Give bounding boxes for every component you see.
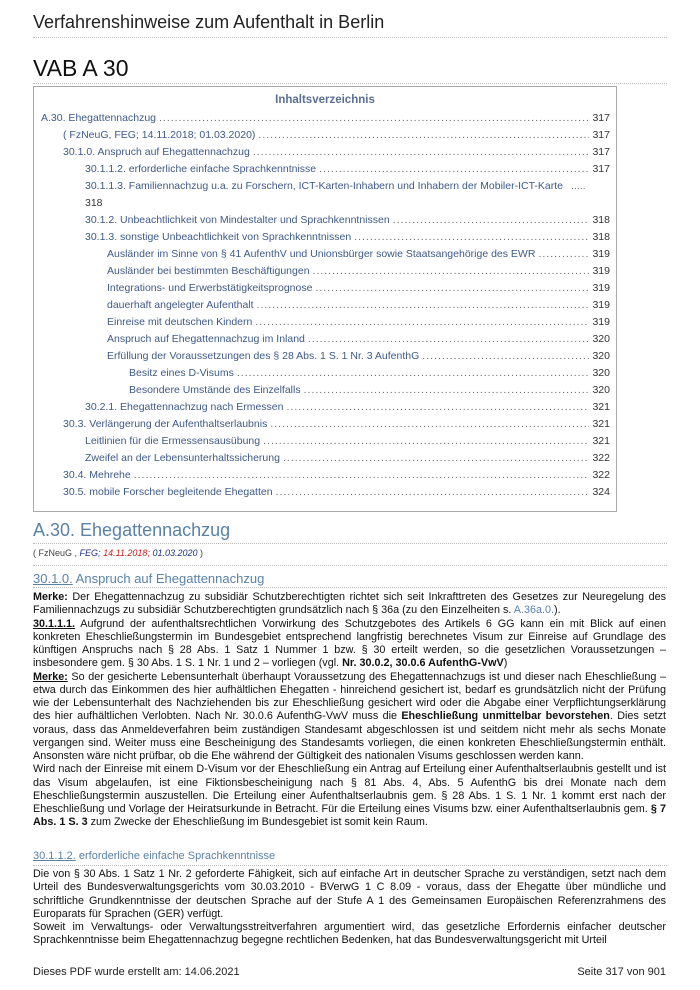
subsection-title-2: 30.1.1.2. erforderliche einfache Sprachkenntnisse — [33, 850, 276, 862]
toc-entry[interactable]: Einreise mit deutschen Kindern ..... 319 — [107, 316, 610, 328]
subsection-number-link[interactable]: 30.1.0. — [33, 571, 73, 586]
section-divider — [33, 543, 667, 544]
toc-entry[interactable]: ( FzNeuG, FEG; 14.11.2018; 01.03.2020) ..... 317 — [63, 129, 610, 141]
header-title: Verfahrenshinweise zum Aufenthalt in Berlin — [33, 12, 385, 32]
toc-entry[interactable]: 30.5. mobile Forscher begleitende Ehegatten ..... 324 — [63, 486, 610, 498]
toc-entry[interactable]: Ausländer im Sinne von § 41 AufenthV und Unionsbürger sowie Staatsangehörige des EWR ..... 319 — [107, 248, 610, 260]
cross-reference-link[interactable]: A.36a.0. — [513, 604, 554, 617]
toc-entry[interactable]: 30.4. Mehrehe ..... 322 — [63, 469, 610, 481]
header-divider — [33, 37, 667, 38]
section-title: A.30. Ehegattennachzug — [33, 520, 231, 540]
toc-entry[interactable]: Erfüllung der Voraussetzungen des § 28 Abs. 1 S. 1 Nr. 3 AufenthG ..... 320 — [107, 350, 610, 362]
toc-entry[interactable]: dauerhaft angelegter Aufenthalt ..... 319 — [107, 299, 610, 311]
subsection-title: 30.1.0. Anspruch auf Ehegattennachzug — [33, 571, 265, 586]
toc-entry[interactable]: 30.1.2. Unbeachtlichkeit von Mindestalter und Sprachkenntnissen ..... 318 — [85, 214, 610, 226]
toc-entry-page-wrapped: 318 — [85, 197, 103, 209]
toc-title: Inhaltsverzeichnis — [275, 94, 375, 106]
body-text-language: Die von § 30 Abs. 1 Satz 1 Nr. 2 geforderte Fähigkeit, sich auf einfache Art in deutscher Sprache zu verständigen, setzt nach dem Urteil des Bundesverwaltungsgerichts vom 30.03.2010 - BVerwG 1 C 8.09 - voraus, dass der Ehegatte über mündliche und schriftliche Grundkenntnisse der deutschen Sprache auf der Stufe A 1 des Gemeinsamen Europäischen Referenzrahmens des Europarats für Sprachen (GER) verfügt. Soweit im Verwaltungs- oder Verwaltungsstreitverfahren argumentiert wird, das gesetzliche Erfordernis einfacher deutscher Sprachkenntnisse beim Ehegattennachzug begegne rechtlichen Bedenken, hat das Bundesverwaltungsgericht mit Urteil — [33, 868, 666, 947]
subsection-divider — [33, 587, 667, 588]
body-text-main: Merke: Der Ehegattennachzug zu subsidiär Schutzberechtigten richtet sich seit Inkrafttreten des Gesetzes zur Neuregelung des Familiennachzugs zu subsidiär Schutzberechtigten grundsätzlich nach § 36a (zu den Einzelheiten s. A.36a.0.). 30.1.1.1. Aufgrund der aufenthaltsrechtlichen Vorwirkung des Schutzgebotes des Artikels 6 GG kann ein mit Blick auf einen konkreten Eheschließungstermin im Bundesgebiet entsprechend langfristig berechnetes Visum zur Einreise auf Grundlage des künftigen Anspruchs nach § 28 Abs. 1 Satz 1 Nummer 1 bzw. § 30 erteilt werden, so die gesetzlichen Voraussetzungen – insbesondere gem. § 30 Abs. 1 S. 1 Nr. 1 und 2 – vorliegen (vgl. Nr. 30.0.2, 30.0.6 AufenthG-VwV) Merke: So der gesicherte Lebensunterhalt überhaupt Voraussetzung des Ehegattennachzugs ist und dieser nach Eheschließung – etwa durch das Einkommen des hier aufhältlichen Ehegatten - hinreichend gesichert ist, bedarf es grundsätzlich nicht der Prüfung wie der Lebensunterhalt des Nachziehenden bis zur Eheschließung gesichert wird oder die Abgabe einer Verpflichtungserklärung des hier aufhältlichen Verlobten. Nach Nr. 30.0.6 AufenthG-VwV muss die Eheschließung unmittelbar bevorstehen. Dies setzt voraus, dass das Anmeldeverfahren beim zuständigen Standesamt abgeschlossen ist und seitdem nicht mehr als sechs Monate vergangen sind. Weiter muss eine Bescheinigung des Standesamts vorliegen, die einen konkreten Eheschließungstermin enthält. Ansonsten wäre nicht prüfbar, ob die Ehe während der Gültigkeit des nationalen Visums geschlossen werden kann. Wird nach der Einreise mit einem D-Visum vor der Eheschließung ein Antrag auf Erteilung einer Aufenthaltserlaubnis gestellt und ist das Visum abgelaufen, ist eine Fiktionsbescheinigung nach § 81 Abs. 4, Abs. 5 AufenthG bis drei Monate nach dem Eheschließungstermin auszustellen. Die Erteilung einer Aufenthaltserlaubnis gem. § 28 Abs. 1 S. 1 Nr. 1 kommt erst nach der Eheschließung und Vorlage der Heiratsurkunde in Betracht. Für die Erteilung eines Visums bzw. einer Aufenthaltserlaubnis gem. § 7 Abs. 1 S. 3 zum Zwecke der Eheschließung im Bundesgebiet ist somit kein Raum. — [33, 591, 667, 829]
footer-created: Dieses PDF wurde erstellt am: 14.06.2021 — [33, 966, 240, 978]
toc-entry[interactable]: 30.1.3. sonstige Unbeachtlichkeit von Sprachkenntnissen ..... 318 — [85, 231, 610, 243]
footer-page-number: Seite 317 von 901 — [577, 966, 666, 978]
toc-entry[interactable]: 30.3. Verlängerung der Aufenthaltserlaubnis ..... 321 — [63, 418, 610, 430]
toc-entry[interactable]: Ausländer bei bestimmten Beschäftigungen ..... 319 — [107, 265, 610, 277]
toc-entry[interactable]: 30.1.1.2. erforderliche einfache Sprachkenntnisse ..... 317 — [85, 163, 610, 175]
toc-entry[interactable]: 30.1.1.3. Familiennachzug u.a. zu Forschern, ICT-Karten-Inhabern und Inhabern der Mobiler-ICT-Karte ..... — [85, 180, 586, 192]
toc-entry[interactable]: 30.2.1. Ehegattennachzug nach Ermessen ..... 321 — [85, 401, 610, 413]
toc-entry[interactable]: Leitlinien für die Ermessensausübung ..... 321 — [85, 435, 610, 447]
table-of-contents — [33, 86, 617, 512]
toc-entry[interactable]: 30.1.0. Anspruch auf Ehegattennachzug ..... 317 — [63, 146, 610, 158]
title-divider — [33, 83, 667, 84]
toc-entry[interactable]: Integrations- und Erwerbstätigkeitsprognose ..... 319 — [107, 282, 610, 294]
citation-divider — [33, 565, 667, 566]
subsection-divider-2 — [33, 865, 667, 866]
document-id: VAB A 30 — [33, 55, 129, 81]
toc-entry[interactable]: Zweifel an der Lebensunterhaltssicherung ..... 322 — [85, 452, 610, 464]
toc-entry[interactable]: Anspruch auf Ehegattennachzug im Inland ..... 320 — [107, 333, 610, 345]
toc-entry[interactable]: A.30. Ehegattennachzug ..... 317 — [41, 112, 610, 124]
section-citation: ( FzNeuG , FEG; 14.11.2018; 01.03.2020 ) — [33, 548, 204, 558]
toc-entry[interactable]: Besitz eines D-Visums ..... 320 — [129, 367, 610, 379]
subsection-number-link[interactable]: 30.1.1.2. — [33, 850, 76, 862]
toc-entry[interactable]: Besondere Umstände des Einzelfalls ..... 320 — [129, 384, 610, 396]
